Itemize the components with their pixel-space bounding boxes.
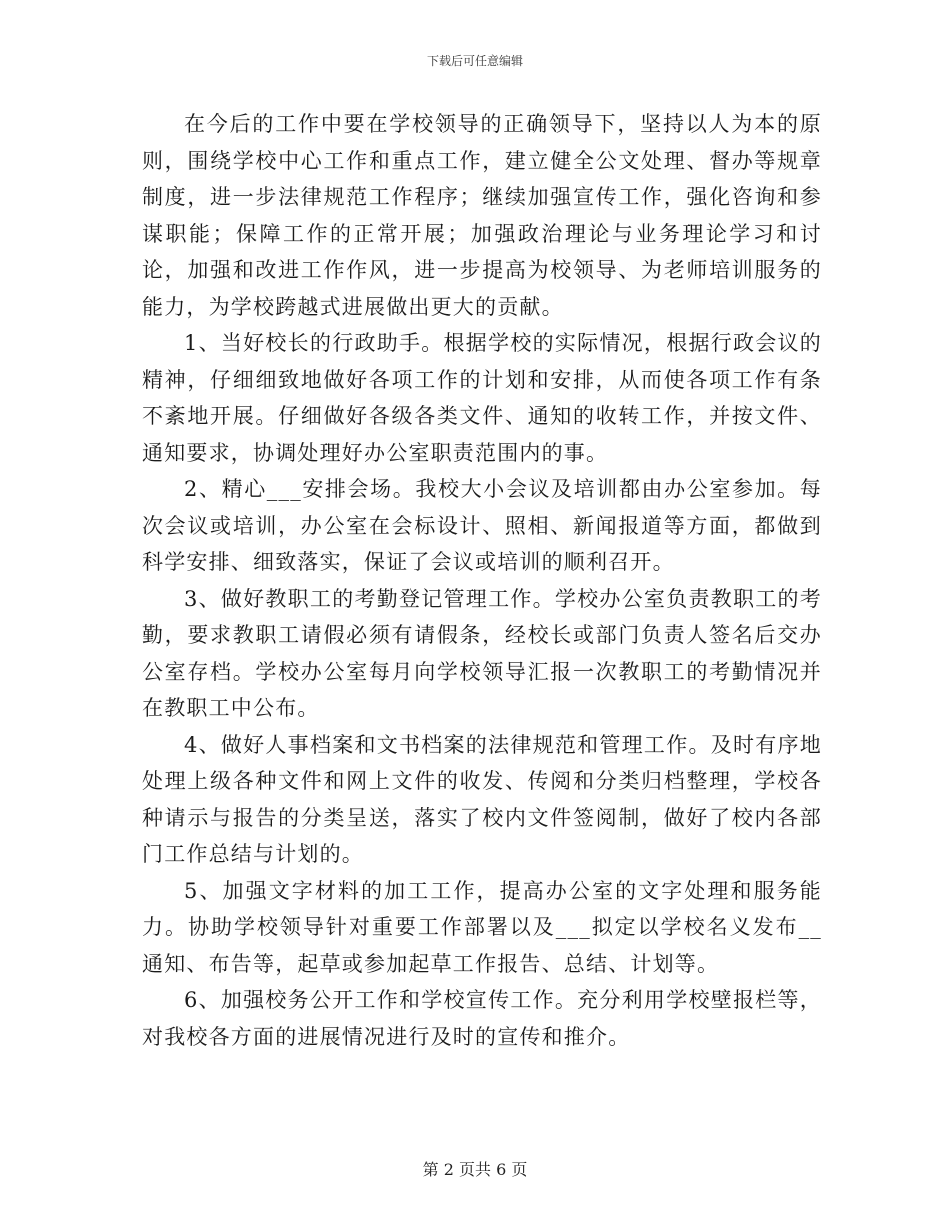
paragraph-item-2: 2、精心___安排会场。我校大小会议及培训都由办公室参加。每次会议或培训，办公室在会标设计、照相、新闻报道等方面，都做到科学安排、细致落实，保证了会议或培训的顺利召开。 xyxy=(142,477,822,574)
paragraph-item-1: 1、当好校长的行政助手。根据学校的实际情况，根据行政会议的精神，仔细细致地做好各项工作的计划和安排，从而使各项工作有条不紊地开展。仔细做好各级各类文件、通知的收转工作，并按文件、通知要求，协调处理好办公室职责范围内的事。 xyxy=(142,331,822,465)
page-header-note: 下载后可任意编辑 xyxy=(426,54,523,68)
document-body xyxy=(142,106,822,1055)
paragraph-item-4: 4、做好人事档案和文书档案的法律规范和管理工作。及时有序地处理上级各种文件和网上文件的收发、传阅和分类归档整理，学校各种请示与报告的分类呈送，落实了校内文件签阅制，做好了校内各部门工作总结与计划的。 xyxy=(142,732,822,866)
paragraph-intro: 在今后的工作中要在学校领导的正确领导下，坚持以人为本的原则，围绕学校中心工作和重点工作，建立健全公文处理、督办等规章制度，进一步法律规范工作程序；继续加强宣传工作，强化咨询和参谋职能；保障工作的正常开展；加强政治理论与业务理论学习和讨论，加强和改进工作作风，进一步提高为校领导、为老师培训服务的能力，为学校跨越式进展做出更大的贡献。 xyxy=(142,112,822,319)
paragraph-item-3: 3、做好教职工的考勤登记管理工作。学校办公室负责教职工的考勤，要求教职工请假必须有请假条，经校长或部门负责人签名后交办公室存档。学校办公室每月向学校领导汇报一次教职工的考勤情况并在教职工中公布。 xyxy=(142,586,822,720)
page-number: 第 2 页共 6 页 xyxy=(422,1160,528,1179)
paragraph-item-5: 5、加强文字材料的加工工作，提高办公室的文字处理和服务能力。协助学校领导针对重要工作部署以及___拟定以学校名义发布__通知、布告等，起草或参加起草工作报告、总结、计划等。 xyxy=(142,878,822,976)
paragraph-item-6: 6、加强校务公开工作和学校宣传工作。充分利用学校壁报栏等，对我校各方面的进展情况进行及时的宣传和推介。 xyxy=(142,988,822,1049)
